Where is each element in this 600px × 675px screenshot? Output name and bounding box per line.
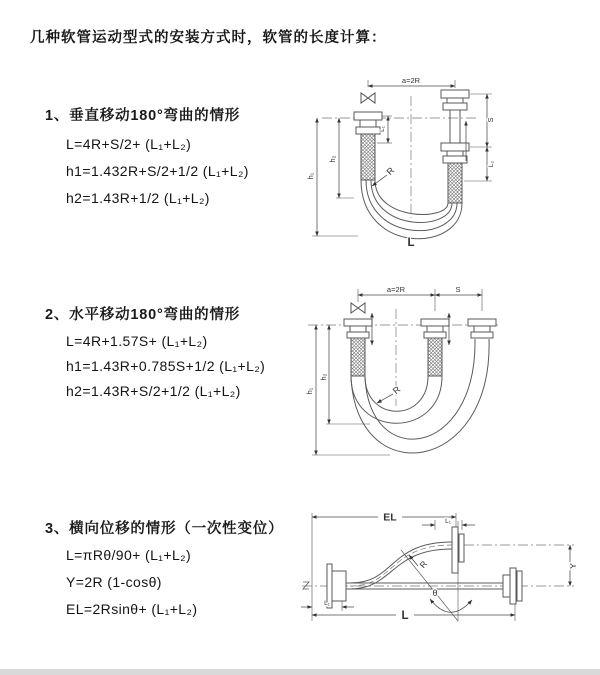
right-flange-fitting — [441, 90, 469, 203]
diagram-vertical-180-bend — [300, 66, 582, 259]
dimension-a2r — [368, 76, 455, 88]
hose-position-2 — [351, 339, 489, 453]
left-flange-fitting — [344, 319, 372, 376]
radius-line — [401, 550, 458, 621]
label-l1: L₁ — [379, 126, 386, 132]
formula-2-2: h1=1.43R+0.785S+1/2 (L₁+L₂) — [66, 358, 266, 374]
right-flange-fitting — [468, 319, 496, 338]
label-r: R — [384, 165, 397, 177]
dimension-a2r — [358, 285, 482, 311]
diagram-lateral-svg — [298, 503, 593, 655]
dimension-l2 — [464, 147, 495, 181]
label-h1: h₁ — [305, 387, 314, 395]
dimension-s — [470, 94, 495, 147]
braid-section — [448, 163, 462, 203]
label-l1-top: L₁ — [445, 518, 451, 525]
label-s: S — [455, 285, 461, 294]
label-s: S — [486, 117, 495, 123]
label-r: R — [390, 384, 403, 396]
formula-1-2: h1=1.432R+S/2+1/2 (L₁+L₂) — [66, 163, 249, 179]
dimension-l1-top — [422, 518, 475, 525]
label-h2: h₂ — [319, 373, 328, 381]
valve-icon — [361, 93, 375, 103]
angle-theta — [430, 588, 472, 612]
page-title: 几种软管运动型式的安装方式时，软管的长度计算： — [30, 30, 387, 46]
formula-3-2: Y=2R (1-cosθ) — [66, 574, 162, 590]
label-l: L — [401, 610, 409, 622]
section-3-heading: 3、横向位移的情形（一次性变位） — [45, 521, 284, 537]
dimension-s — [435, 285, 482, 295]
label-a2r: a=2R — [401, 76, 421, 85]
dimension-h2 — [328, 118, 354, 198]
diagram-lateral-displacement — [298, 503, 593, 660]
section-2-heading: 2、水平移动180°弯曲的情形 — [45, 307, 241, 323]
hose-u-bend — [361, 180, 462, 239]
lower-right-flange — [503, 568, 522, 604]
hose-displaced-position — [350, 542, 452, 589]
centerline-break-mark — [303, 582, 309, 589]
radius-callout — [372, 165, 397, 186]
formula-2-3: h2=1.43R+S/2+1/2 (L₁+L₂) — [66, 383, 241, 399]
dimension-y — [568, 545, 578, 586]
radius-callout — [377, 384, 403, 403]
formula-1-3: h2=1.43R+1/2 (L₁+L₂) — [66, 190, 210, 206]
scan-edge — [0, 669, 600, 675]
diagram-horizontal-svg — [300, 281, 590, 471]
dimension-el — [312, 512, 456, 524]
braid-section — [351, 338, 365, 376]
hose-position-1 — [351, 376, 442, 423]
formula-1-1: L=4R+S/2+ (L₁+L₂) — [66, 136, 192, 152]
section-1-heading: 1、垂直移动180°弯曲的情形 — [45, 108, 241, 124]
label-y: Y — [568, 563, 578, 569]
left-flange-fitting — [354, 112, 382, 180]
label-l-total: L — [407, 237, 415, 249]
label-l2: L₂ — [488, 160, 495, 168]
formula-2-1: L=4R+1.57S+ (L₁+L₂) — [66, 333, 208, 349]
label-theta: θ — [432, 588, 438, 598]
label-h2: h₂ — [328, 155, 337, 163]
label-l1-bottom: L₁ — [324, 600, 330, 607]
middle-flange-fitting — [421, 319, 449, 376]
label-a2r: a=2R — [386, 285, 406, 294]
label-el: EL — [383, 511, 397, 524]
diagram-horizontal-180-bend — [300, 281, 590, 476]
formula-3-3: EL=2Rsinθ+ (L₁+L₂) — [66, 601, 198, 617]
dimension-h1 — [306, 118, 358, 236]
label-h1: h₁ — [306, 172, 315, 180]
diagram-vertical-svg — [300, 66, 582, 254]
formula-3-1: L=πRθ/90+ (L₁+L₂) — [66, 547, 192, 563]
dimension-h1 — [305, 325, 390, 455]
dimension-l — [312, 610, 515, 622]
braid-section — [428, 338, 442, 376]
valve-icon — [351, 303, 365, 313]
braid-section — [361, 134, 375, 180]
label-r: R — [417, 558, 430, 570]
